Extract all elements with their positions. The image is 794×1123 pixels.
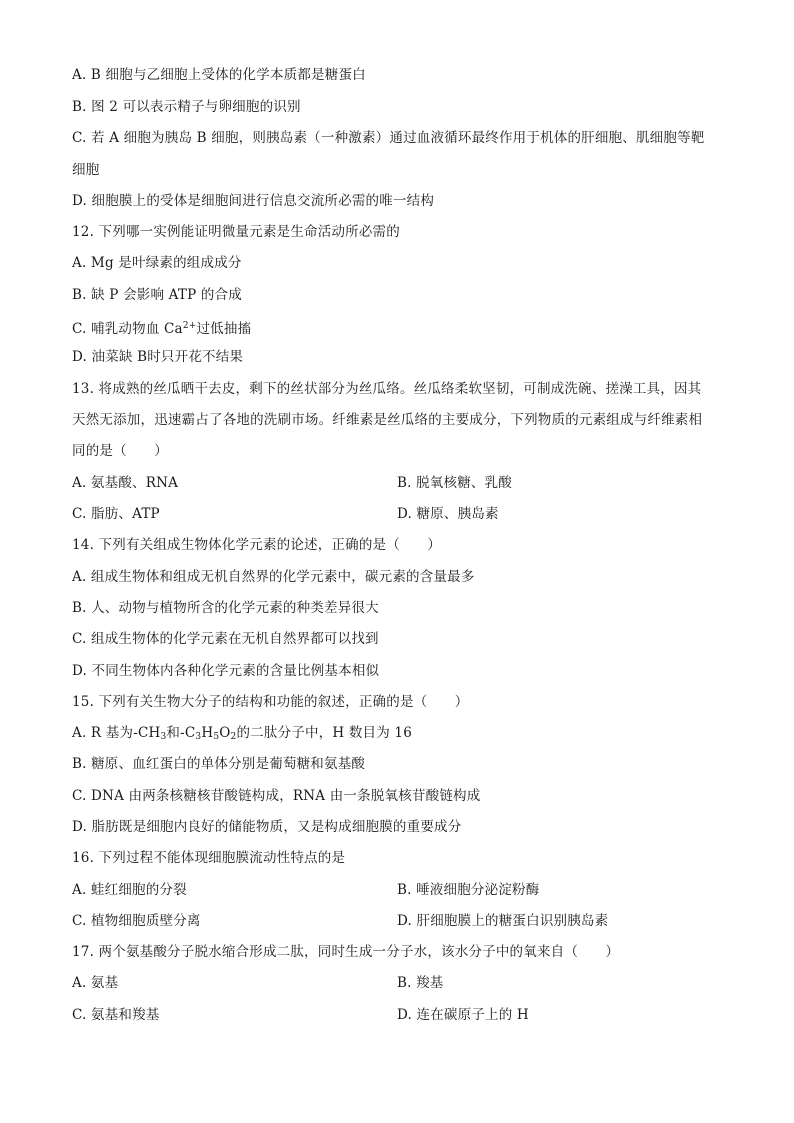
q15-option-a-text3: H <box>201 725 214 741</box>
q14-option-d: D. 不同生物体内各种化学元素的含量比例基本相似 <box>72 663 380 679</box>
q11-option-c-line2: 细胞 <box>72 162 100 178</box>
q15-option-a-text2: 和-C <box>166 725 196 741</box>
q12-option-b: B. 缺 P 会影响 ATP 的合成 <box>72 287 242 303</box>
q14-stem: 14. 下列有关组成生物体化学元素的论述，正确的是（ ） <box>72 537 442 553</box>
q15-option-a <box>72 723 412 747</box>
q13-option-c: C. 脂肪、ATP <box>72 506 160 522</box>
q11-option-a: A. B 细胞与乙细胞上受体的化学本质都是糖蛋白 <box>72 67 366 83</box>
q13-option-d: D. 糖原、胰岛素 <box>397 506 499 522</box>
q15-option-d: D. 脂肪既是细胞内良好的储能物质，又是构成细胞膜的重要成分 <box>72 819 462 835</box>
q14-option-a: A. 组成生物体和组成无机自然界的化学元素中，碳元素的含量最多 <box>72 569 475 585</box>
q15-option-a-text4: O <box>219 725 231 741</box>
q16-stem: 16. 下列过程不能体现细胞膜流动性特点的是 <box>72 850 346 866</box>
q12-option-c-tail: 过低抽搐 <box>196 321 252 337</box>
q17-option-a: A. 氨基 <box>72 975 119 991</box>
q15-option-a-text: A. R 基为-CH <box>72 725 161 741</box>
q13-option-b: B. 脱氧核糖、乳酸 <box>397 475 513 491</box>
q13-stem-line3: 同的是（ ） <box>72 443 168 459</box>
q17-option-b: B. 羧基 <box>397 975 444 991</box>
q13-option-a: A. 氨基酸、RNA <box>72 475 179 491</box>
q13-stem-line1: 13. 将成熟的丝瓜晒干去皮，剩下的丝状部分为丝瓜络。丝瓜络柔软坚韧，可制成洗碗、搓澡工具，因其 <box>72 381 702 397</box>
q15-option-a-sub2: 3 <box>195 732 202 742</box>
q12-option-d: D. 油菜缺 B时只开花不结果 <box>72 349 244 365</box>
q17-option-d: D. 连在碳原子上的 H <box>397 1007 529 1023</box>
q12-option-c-superscript: 2+ <box>182 321 197 331</box>
q16-option-b: B. 唾液细胞分泌淀粉酶 <box>397 882 540 898</box>
q11-option-c-line1: C. 若 A 细胞为胰岛 B 细胞，则胰岛素（一种激素）通过血液循环最终作用于机体的肝细胞、肌细胞等靶 <box>72 130 705 146</box>
q12-option-c <box>72 316 251 339</box>
q11-option-d: D. 细胞膜上的受体是细胞间进行信息交流所必需的唯一结构 <box>72 193 435 209</box>
q15-option-a-tail: 的二肽分子中，H 数目为 16 <box>236 725 413 741</box>
q12-option-a: A. Mg 是叶绿素的组成成分 <box>72 255 242 271</box>
q17-option-c: C. 氨基和羧基 <box>72 1007 160 1023</box>
q11-option-b: B. 图 2 可以表示精子与卵细胞的识别 <box>72 99 301 115</box>
q12-option-c-text: C. 哺乳动物血 Ca <box>72 321 183 337</box>
q15-option-a-sub4: 2 <box>230 732 237 742</box>
q13-stem-line2: 天然无添加，迅速霸占了各地的洗刷市场。纤维素是丝瓜络的主要成分，下列物质的元素组成与纤维素相 <box>72 412 703 428</box>
q12-stem: 12. 下列哪一实例能证明微量元素是生命活动所必需的 <box>72 224 400 240</box>
q16-option-a: A. 蛙红细胞的分裂 <box>72 882 187 898</box>
q15-option-a-sub3: 5 <box>213 732 220 742</box>
q15-stem: 15. 下列有关生物大分子的结构和功能的叙述，正确的是（ ） <box>72 694 469 710</box>
q16-option-c: C. 植物细胞质壁分离 <box>72 913 201 929</box>
q14-option-b: B. 人、动物与植物所含的化学元素的种类差异很大 <box>72 600 379 616</box>
q17-stem: 17. 两个氨基酸分子脱水缩合形成二肽，同时生成一分子水，该水分子中的氧来自（ ） <box>72 944 620 960</box>
q14-option-c: C. 组成生物体的化学元素在无机自然界都可以找到 <box>72 631 379 647</box>
q15-option-b: B. 糖原、血红蛋白的单体分别是葡萄糖和氨基酸 <box>72 756 366 772</box>
q15-option-c: C. DNA 由两条核糖核苷酸链构成，RNA 由一条脱氧核苷酸链构成 <box>72 788 481 804</box>
q15-option-a-sub1: 3 <box>160 732 167 742</box>
q16-option-d: D. 肝细胞膜上的糖蛋白识别胰岛素 <box>397 913 609 929</box>
